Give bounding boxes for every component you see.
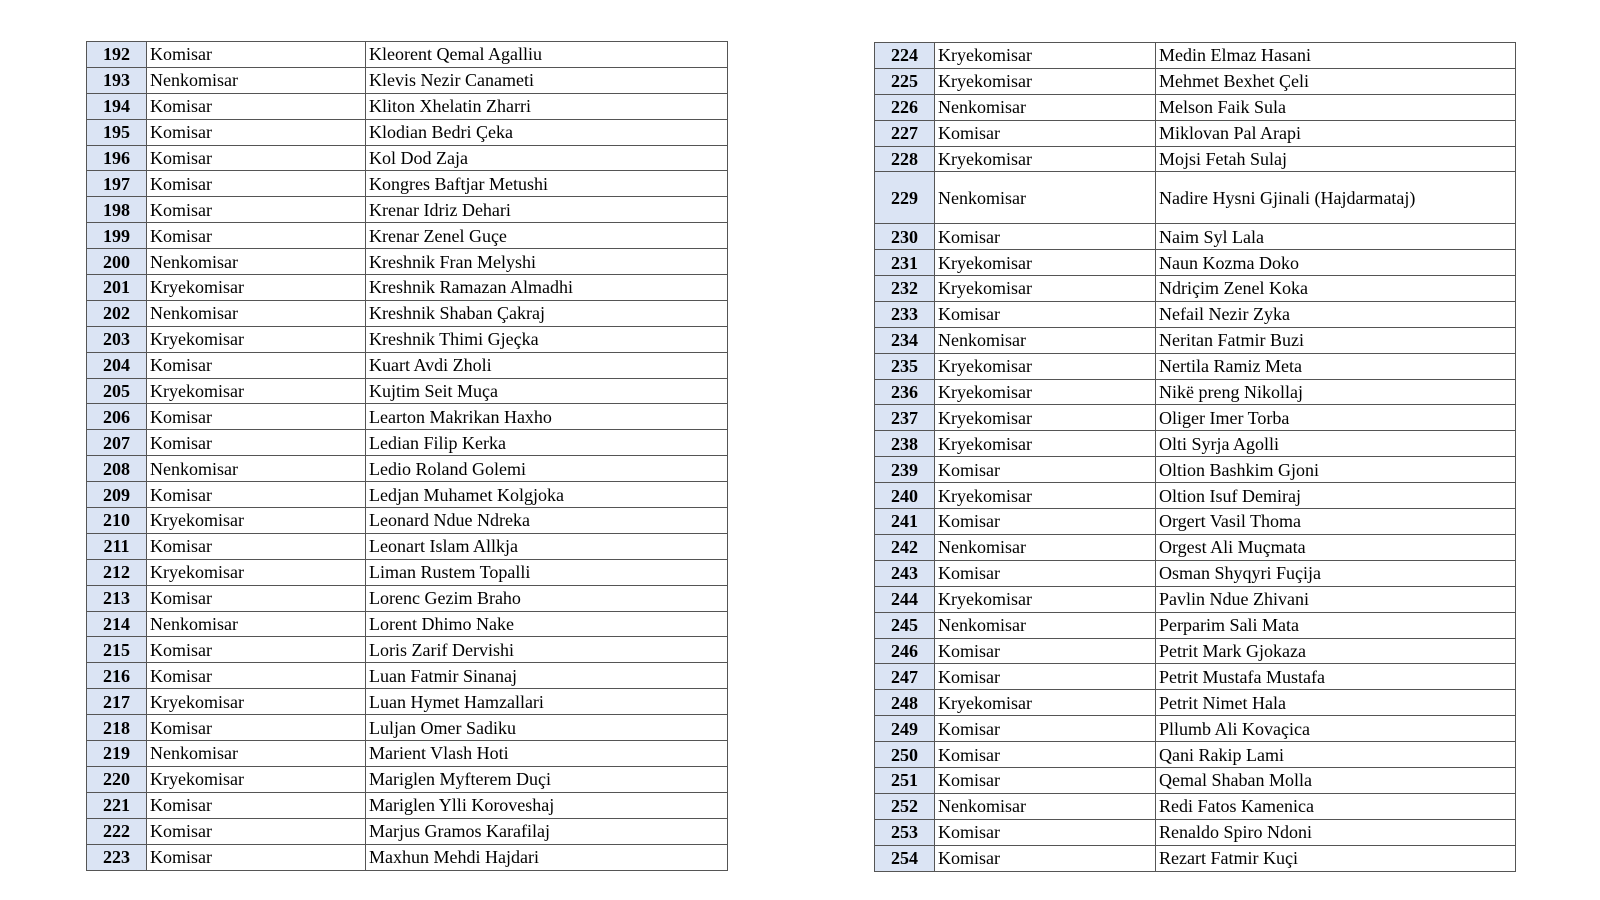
table-row	[87, 533, 728, 559]
rank-cell: Komisar	[147, 352, 366, 378]
rank-cell: Komisar	[147, 637, 366, 663]
name-cell: Ndriçim Zenel Koka	[1156, 276, 1516, 302]
name-cell: Kreshnik Ramazan Almadhi	[366, 275, 728, 301]
rank-cell: Komisar	[147, 663, 366, 689]
rank-cell: Kryekomisar	[147, 508, 366, 534]
right-roster-table	[874, 42, 1516, 872]
table-row	[87, 249, 728, 275]
name-cell: Klevis Nezir Canameti	[366, 67, 728, 93]
table-row	[875, 560, 1516, 586]
table-row	[87, 689, 728, 715]
name-cell: Marient Vlash Hoti	[366, 741, 728, 767]
table-row	[87, 171, 728, 197]
table-row	[87, 326, 728, 352]
table-row	[87, 275, 728, 301]
rank-cell: Kryekomisar	[147, 326, 366, 352]
row-number: 242	[875, 534, 935, 560]
table-row	[875, 379, 1516, 405]
table-row	[875, 276, 1516, 302]
table-row	[87, 93, 728, 119]
table-row	[87, 378, 728, 404]
table-row	[87, 119, 728, 145]
table-row	[87, 352, 728, 378]
rank-cell: Kryekomisar	[935, 250, 1156, 276]
name-cell: Qani Rakip Lami	[1156, 742, 1516, 768]
row-number: 209	[87, 482, 147, 508]
row-number: 233	[875, 301, 935, 327]
row-number: 223	[87, 844, 147, 870]
rank-cell: Komisar	[935, 509, 1156, 535]
name-cell: Kuart Avdi Zholi	[366, 352, 728, 378]
left-roster-body	[87, 42, 728, 871]
rank-cell: Komisar	[935, 560, 1156, 586]
name-cell: Orgest Ali Muçmata	[1156, 534, 1516, 560]
row-number: 213	[87, 585, 147, 611]
rank-cell: Nenkomisar	[935, 534, 1156, 560]
row-number: 247	[875, 664, 935, 690]
name-cell: Mojsi Fetah Sulaj	[1156, 146, 1516, 172]
rank-cell: Komisar	[935, 819, 1156, 845]
name-cell: Pavlin Ndue Zhivani	[1156, 586, 1516, 612]
name-cell: Leonart Islam Allkja	[366, 533, 728, 559]
name-cell: Nadire Hysni Gjinali (Hajdarmataj)	[1156, 172, 1516, 224]
rank-cell: Kryekomisar	[935, 379, 1156, 405]
table-row	[87, 637, 728, 663]
table-row	[87, 585, 728, 611]
table-row	[875, 819, 1516, 845]
table-row	[875, 431, 1516, 457]
rank-cell: Komisar	[147, 792, 366, 818]
table-row	[875, 327, 1516, 353]
row-number: 193	[87, 67, 147, 93]
table-row	[87, 559, 728, 585]
rank-cell: Komisar	[147, 145, 366, 171]
rank-cell: Kryekomisar	[935, 431, 1156, 457]
table-row	[875, 742, 1516, 768]
table-row	[875, 612, 1516, 638]
row-number: 206	[87, 404, 147, 430]
row-number: 226	[875, 94, 935, 120]
table-row	[87, 482, 728, 508]
row-number: 227	[875, 120, 935, 146]
row-number: 203	[87, 326, 147, 352]
row-number: 248	[875, 690, 935, 716]
table-row	[87, 197, 728, 223]
row-number: 254	[875, 845, 935, 871]
name-cell: Renaldo Spiro Ndoni	[1156, 819, 1516, 845]
row-number: 243	[875, 560, 935, 586]
rank-cell: Komisar	[147, 93, 366, 119]
table-row	[87, 223, 728, 249]
name-cell: Naun Kozma Doko	[1156, 250, 1516, 276]
row-number: 217	[87, 689, 147, 715]
name-cell: Pllumb Ali Kovaçica	[1156, 716, 1516, 742]
table-row	[875, 767, 1516, 793]
name-cell: Kliton Xhelatin Zharri	[366, 93, 728, 119]
rank-cell: Kryekomisar	[935, 405, 1156, 431]
name-cell: Qemal Shaban Molla	[1156, 767, 1516, 793]
rank-cell: Komisar	[147, 42, 366, 68]
rank-cell: Komisar	[147, 430, 366, 456]
rank-cell: Komisar	[935, 301, 1156, 327]
row-number: 231	[875, 250, 935, 276]
rank-cell: Komisar	[935, 845, 1156, 871]
row-number: 235	[875, 353, 935, 379]
row-number: 228	[875, 146, 935, 172]
name-cell: Mariglen Ylli Koroveshaj	[366, 792, 728, 818]
row-number: 207	[87, 430, 147, 456]
row-number: 220	[87, 766, 147, 792]
name-cell: Redi Fatos Kamenica	[1156, 793, 1516, 819]
right-roster-body	[875, 43, 1516, 872]
row-number: 232	[875, 276, 935, 302]
row-number: 251	[875, 767, 935, 793]
rank-cell: Nenkomisar	[935, 94, 1156, 120]
name-cell: Nefail Nezir Zyka	[1156, 301, 1516, 327]
rank-cell: Kryekomisar	[935, 353, 1156, 379]
table-row	[875, 716, 1516, 742]
row-number: 241	[875, 509, 935, 535]
table-row	[875, 845, 1516, 871]
rank-cell: Komisar	[147, 197, 366, 223]
name-cell: Luljan Omer Sadiku	[366, 715, 728, 741]
row-number: 237	[875, 405, 935, 431]
rank-cell: Komisar	[147, 585, 366, 611]
rank-cell: Komisar	[935, 638, 1156, 664]
row-number: 197	[87, 171, 147, 197]
rank-cell: Kryekomisar	[147, 689, 366, 715]
rank-cell: Komisar	[935, 224, 1156, 250]
table-row	[87, 741, 728, 767]
table-row	[875, 586, 1516, 612]
name-cell: Marjus Gramos Karafilaj	[366, 818, 728, 844]
rank-cell: Nenkomisar	[935, 612, 1156, 638]
row-number: 252	[875, 793, 935, 819]
table-row	[875, 68, 1516, 94]
row-number: 196	[87, 145, 147, 171]
rank-cell: Kryekomisar	[935, 586, 1156, 612]
row-number: 200	[87, 249, 147, 275]
rank-cell: Nenkomisar	[147, 611, 366, 637]
row-number: 250	[875, 742, 935, 768]
row-number: 198	[87, 197, 147, 223]
name-cell: Ledio Roland Golemi	[366, 456, 728, 482]
rank-cell: Nenkomisar	[935, 172, 1156, 224]
row-number: 214	[87, 611, 147, 637]
rank-cell: Komisar	[147, 844, 366, 870]
table-row	[87, 67, 728, 93]
name-cell: Ledjan Muhamet Kolgjoka	[366, 482, 728, 508]
rank-cell: Komisar	[147, 533, 366, 559]
name-cell: Oliger Imer Torba	[1156, 405, 1516, 431]
name-cell: Nertila Ramiz Meta	[1156, 353, 1516, 379]
table-row	[875, 353, 1516, 379]
name-cell: Kleorent Qemal Agalliu	[366, 42, 728, 68]
name-cell: Neritan Fatmir Buzi	[1156, 327, 1516, 353]
row-number: 230	[875, 224, 935, 250]
name-cell: Kujtim Seit Muça	[366, 378, 728, 404]
rank-cell: Komisar	[147, 171, 366, 197]
rank-cell: Kryekomisar	[935, 483, 1156, 509]
row-number: 208	[87, 456, 147, 482]
rank-cell: Nenkomisar	[147, 67, 366, 93]
rank-cell: Komisar	[935, 664, 1156, 690]
name-cell: Kol Dod Zaja	[366, 145, 728, 171]
table-row	[875, 483, 1516, 509]
table-row	[87, 456, 728, 482]
table-row	[87, 508, 728, 534]
table-row	[875, 224, 1516, 250]
row-number: 216	[87, 663, 147, 689]
name-cell: Osman Shyqyri Fuçija	[1156, 560, 1516, 586]
row-number: 211	[87, 533, 147, 559]
row-number: 204	[87, 352, 147, 378]
rank-cell: Komisar	[147, 818, 366, 844]
row-number: 244	[875, 586, 935, 612]
name-cell: Petrit Mark Gjokaza	[1156, 638, 1516, 664]
name-cell: Lorenc Gezim Braho	[366, 585, 728, 611]
rank-cell: Kryekomisar	[935, 43, 1156, 69]
name-cell: Oltion Bashkim Gjoni	[1156, 457, 1516, 483]
table-row	[87, 404, 728, 430]
name-cell: Klodian Bedri Çeka	[366, 119, 728, 145]
table-row	[87, 430, 728, 456]
rank-cell: Komisar	[935, 767, 1156, 793]
table-row	[875, 457, 1516, 483]
row-number: 194	[87, 93, 147, 119]
name-cell: Mehmet Bexhet Çeli	[1156, 68, 1516, 94]
rank-cell: Kryekomisar	[935, 146, 1156, 172]
row-number: 238	[875, 431, 935, 457]
row-number: 236	[875, 379, 935, 405]
name-cell: Liman Rustem Topalli	[366, 559, 728, 585]
name-cell: Kongres Baftjar Metushi	[366, 171, 728, 197]
row-number: 225	[875, 68, 935, 94]
name-cell: Kreshnik Thimi Gjeçka	[366, 326, 728, 352]
rank-cell: Komisar	[147, 119, 366, 145]
rank-cell: Nenkomisar	[147, 249, 366, 275]
rank-cell: Kryekomisar	[147, 766, 366, 792]
row-number: 205	[87, 378, 147, 404]
rank-cell: Kryekomisar	[935, 68, 1156, 94]
name-cell: Oltion Isuf Demiraj	[1156, 483, 1516, 509]
table-row	[875, 664, 1516, 690]
table-row	[875, 509, 1516, 535]
table-row	[875, 146, 1516, 172]
table-row	[875, 638, 1516, 664]
rank-cell: Nenkomisar	[935, 327, 1156, 353]
name-cell: Olti Syrja Agolli	[1156, 431, 1516, 457]
name-cell: Petrit Nimet Hala	[1156, 690, 1516, 716]
name-cell: Miklovan Pal Arapi	[1156, 120, 1516, 146]
rank-cell: Nenkomisar	[147, 741, 366, 767]
name-cell: Krenar Zenel Guçe	[366, 223, 728, 249]
table-row	[87, 844, 728, 870]
name-cell: Learton Makrikan Haxho	[366, 404, 728, 430]
row-number: 222	[87, 818, 147, 844]
name-cell: Luan Hymet Hamzallari	[366, 689, 728, 715]
row-number: 210	[87, 508, 147, 534]
name-cell: Lorent Dhimo Nake	[366, 611, 728, 637]
table-row	[87, 611, 728, 637]
table-row	[87, 818, 728, 844]
table-row	[875, 301, 1516, 327]
table-row	[875, 405, 1516, 431]
row-number: 239	[875, 457, 935, 483]
table-row	[875, 43, 1516, 69]
rank-cell: Nenkomisar	[147, 300, 366, 326]
row-number: 224	[875, 43, 935, 69]
row-number: 215	[87, 637, 147, 663]
name-cell: Melson Faik Sula	[1156, 94, 1516, 120]
row-number: 221	[87, 792, 147, 818]
table-row	[87, 663, 728, 689]
table-row	[875, 690, 1516, 716]
row-number: 195	[87, 119, 147, 145]
name-cell: Naim Syl Lala	[1156, 224, 1516, 250]
row-number: 201	[87, 275, 147, 301]
name-cell: Loris Zarif Dervishi	[366, 637, 728, 663]
row-number: 253	[875, 819, 935, 845]
row-number: 234	[875, 327, 935, 353]
table-row	[87, 715, 728, 741]
rank-cell: Komisar	[935, 716, 1156, 742]
name-cell: Maxhun Mehdi Hajdari	[366, 844, 728, 870]
rank-cell: Kryekomisar	[935, 690, 1156, 716]
rank-cell: Kryekomisar	[935, 276, 1156, 302]
row-number: 218	[87, 715, 147, 741]
row-number: 249	[875, 716, 935, 742]
name-cell: Perparim Sali Mata	[1156, 612, 1516, 638]
table-row	[875, 250, 1516, 276]
name-cell: Medin Elmaz Hasani	[1156, 43, 1516, 69]
rank-cell: Nenkomisar	[147, 456, 366, 482]
row-number: 229	[875, 172, 935, 224]
name-cell: Ledian Filip Kerka	[366, 430, 728, 456]
name-cell: Krenar Idriz Dehari	[366, 197, 728, 223]
table-row	[875, 94, 1516, 120]
name-cell: Luan Fatmir Sinanaj	[366, 663, 728, 689]
rank-cell: Komisar	[147, 482, 366, 508]
name-cell: Petrit Mustafa Mustafa	[1156, 664, 1516, 690]
name-cell: Mariglen Myfterem Duçi	[366, 766, 728, 792]
table-row	[87, 300, 728, 326]
table-row	[875, 534, 1516, 560]
rank-cell: Komisar	[935, 120, 1156, 146]
table-row	[875, 120, 1516, 146]
name-cell: Leonard Ndue Ndreka	[366, 508, 728, 534]
table-row	[87, 42, 728, 68]
rank-cell: Komisar	[147, 223, 366, 249]
rank-cell: Komisar	[147, 404, 366, 430]
row-number: 219	[87, 741, 147, 767]
rank-cell: Komisar	[147, 715, 366, 741]
row-number: 212	[87, 559, 147, 585]
row-number: 192	[87, 42, 147, 68]
rank-cell: Komisar	[935, 457, 1156, 483]
name-cell: Nikë preng Nikollaj	[1156, 379, 1516, 405]
rank-cell: Kryekomisar	[147, 275, 366, 301]
row-number: 202	[87, 300, 147, 326]
row-number: 246	[875, 638, 935, 664]
table-row	[87, 792, 728, 818]
table-row	[875, 793, 1516, 819]
left-roster-table	[86, 41, 728, 871]
name-cell: Kreshnik Fran Melyshi	[366, 249, 728, 275]
name-cell: Rezart Fatmir Kuçi	[1156, 845, 1516, 871]
name-cell: Kreshnik Shaban Çakraj	[366, 300, 728, 326]
row-number: 245	[875, 612, 935, 638]
name-cell: Orgert Vasil Thoma	[1156, 509, 1516, 535]
row-number: 199	[87, 223, 147, 249]
rank-cell: Nenkomisar	[935, 793, 1156, 819]
rank-cell: Komisar	[935, 742, 1156, 768]
table-row	[87, 145, 728, 171]
table-row	[87, 766, 728, 792]
rank-cell: Kryekomisar	[147, 378, 366, 404]
row-number: 240	[875, 483, 935, 509]
table-row	[875, 172, 1516, 224]
rank-cell: Kryekomisar	[147, 559, 366, 585]
